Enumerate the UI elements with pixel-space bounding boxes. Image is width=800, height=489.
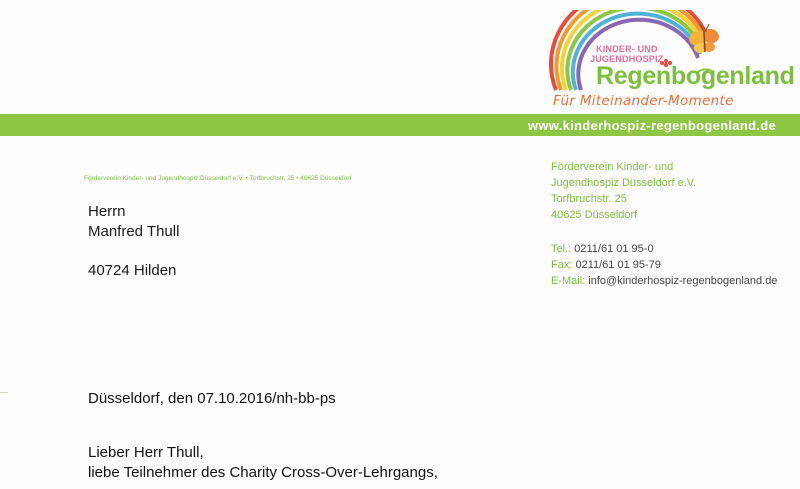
email-row (551, 273, 777, 289)
logo-tagline: Für Miteinander-Momente (553, 93, 734, 109)
org-line: 40625 Düsseldorf (551, 209, 638, 221)
logo-brand-name: Regenbogenland (596, 62, 795, 90)
phone-value: 0211/61 01 95-0 (574, 243, 654, 255)
phone-row (551, 241, 777, 257)
regenbogenland-logo (548, 10, 793, 110)
website-url: www.kinderhospiz-regenbogenland.de (527, 118, 776, 133)
contact-details (551, 241, 777, 289)
email-value: info@kinderhospiz-regenbogenland.de (588, 275, 778, 287)
sender-return-line: Förderverein Kinder- und Jugendhospiz Düsseldorf e.V. • Torfbruchstr. 25 • 40625 Düsseldorf (84, 175, 352, 182)
recipient-salutation: Herrn (88, 203, 126, 220)
fold-mark (0, 392, 8, 393)
fax-value: 0211/61 01 95-79 (575, 259, 661, 271)
date-reference-line: Düsseldorf, den 07.10.2016/nh-bb-ps (88, 390, 336, 407)
organization-address (551, 159, 696, 223)
recipient-city: 40724 Hilden (88, 262, 177, 279)
logo-line-1: KINDER- UND (596, 44, 658, 54)
phone-label: Tel.: (551, 243, 572, 255)
logo-line-2: JUGENDHOSPIZ (590, 54, 664, 64)
recipient-address (88, 202, 179, 281)
org-line: Förderverein Kinder- und (551, 161, 674, 173)
email-label: E-Mail: (551, 275, 586, 287)
fax-row (551, 257, 777, 273)
letter-greeting (88, 443, 438, 483)
org-line: Torfbruchstr. 25 (551, 193, 627, 205)
recipient-name: Manfred Thull (88, 223, 180, 240)
greeting-line-1: Lieber Herr Thull, (88, 444, 204, 461)
fax-label: Fax: (551, 259, 573, 271)
org-line: Jugendhospiz Düsseldorf e.V. (551, 177, 697, 189)
greeting-line-2: liebe Teilnehmer des Charity Cross-Over-Lehrgangs, (88, 464, 438, 481)
